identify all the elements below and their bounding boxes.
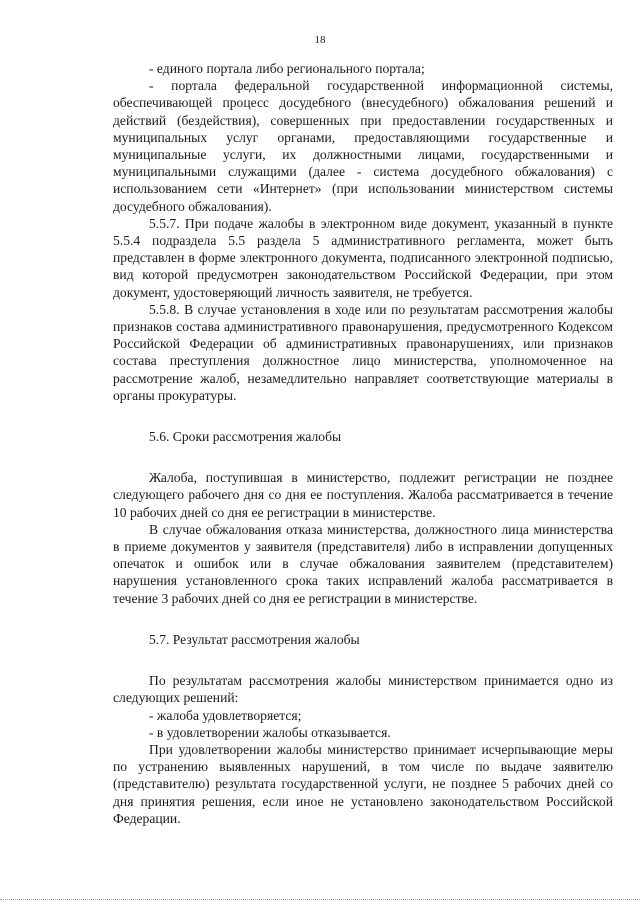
paragraph-refusal-term: В случае обжалования отказа министерства, должностного лица министерства в приеме документов у заявителя (представителя) либо в исправлении допущенных опечаток и ошибок или в случае обжалования заявителем (представителем) нарушения установленного срока таких исправлений жалоба рассматривается в течение 3 рабочих дней со дня ее регистрации в министерстве. bbox=[113, 521, 613, 606]
section-heading-5-7: 5.7. Результат рассмотрения жалобы bbox=[149, 631, 360, 647]
section-heading-5-6: 5.6. Сроки рассмотрения жалобы bbox=[149, 429, 342, 445]
decision-option-satisfied: - жалоба удовлетворяется; bbox=[149, 707, 302, 723]
clause-5-5-7: 5.5.7. При подаче жалобы в электронном виде документ, указанный в пункте 5.5.4 подраздела 5.5 раздела 5 административного регламента, может быть представлен в форме электронного документа, подписанного электронной подписью, вид которой предусмотрен законодательством Российской Федерации, при этом документ, удостоверяющий личность заявителя, не требуется. bbox=[113, 215, 613, 300]
paragraph-registration-term: Жалоба, поступившая в министерство, подлежит регистрации не позднее следующего рабочего дня со дня ее поступления. Жалоба рассматривается в течение 10 рабочих дней со дня ее регистрации в министерстве. bbox=[113, 470, 613, 520]
decision-option-refused: - в удовлетворении жалобы отказывается. bbox=[149, 724, 391, 740]
list-item-federal-portal: - портала федеральной государственной информационной системы, обеспечивающей процесс досудебного (внесудебного) обжалования решений и действий (бездействия), совершенных при предоставлении государственных и муниципальных услуг органами, предоставляющими государственные и муниципальные услуги, их должностными лицами, государственными и муниципальными служащими (далее - система досудебного обжалования) с использованием сети «Интернет» (при использовании министерством системы досудебного обжалования). bbox=[113, 78, 613, 214]
list-item-single-portal: - единого портала либо регионального портала; bbox=[149, 61, 425, 76]
clause-5-5-8: 5.5.8. В случае установления в ходе или по результатам рассмотрения жалобы признаков состава административного правонарушения, предусмотренного Кодексом Российской Федерации об административных правонарушениях, или признаков состава преступления должностное лицо министерства, уполномоченное на рассмотрение жалоб, незамедлительно направляет соответствующие материалы в органы прокуратуры. bbox=[113, 301, 613, 403]
document-body bbox=[113, 60, 613, 827]
page-number: 18 bbox=[314, 34, 326, 46]
scan-edge-line bbox=[0, 899, 640, 900]
paragraph-decisions-intro: По результатам рассмотрения жалобы министерством принимается одно из следующих решений: bbox=[113, 673, 613, 706]
paragraph-remedy-measures: При удовлетворении жалобы министерство принимает исчерпывающие меры по устранению выявленных нарушений, в том числе по выдаче заявителю (представителю) результата государственной услуги, не позднее 5 рабочих дней со дня принятия решения, если иное не установлено законодательством Российской Федерации. bbox=[113, 741, 613, 826]
